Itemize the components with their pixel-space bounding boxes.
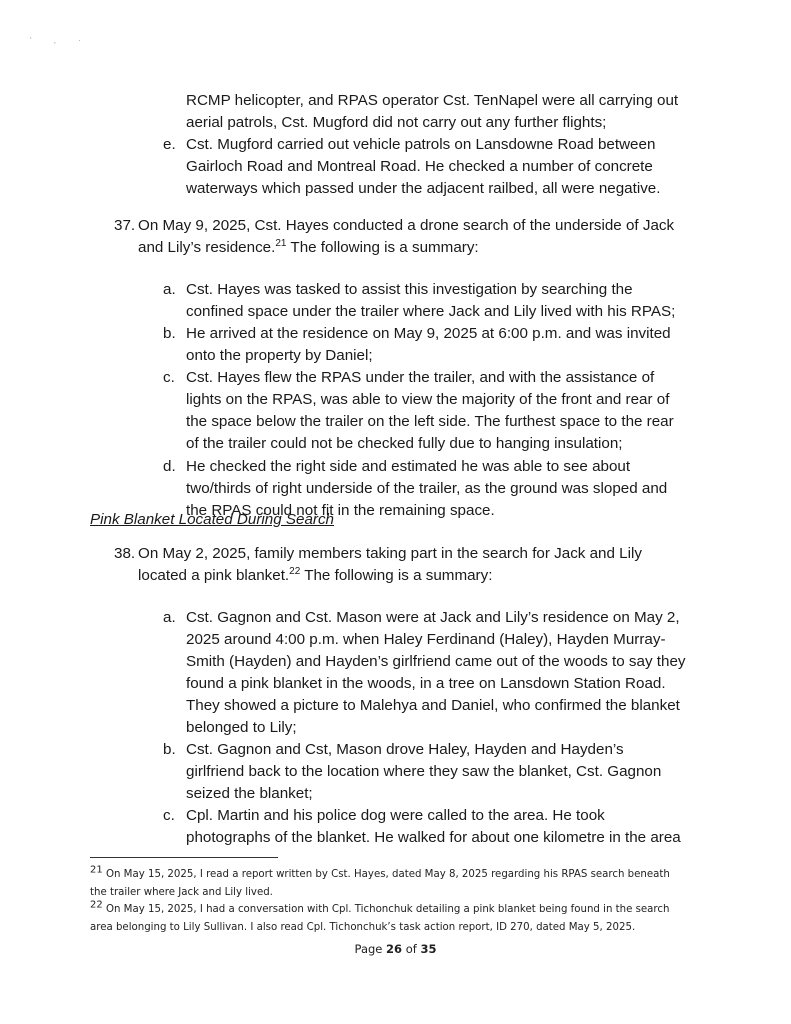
list-item-label: c. <box>163 807 175 824</box>
paragraph-text: and Lily’s residence. <box>138 239 276 256</box>
page-prefix: Page <box>354 942 387 956</box>
page-total: 35 <box>420 942 437 956</box>
footnote-22-cont: area belonging to Lily Sullivan. I also read Cpl. Tichonchuk’s task action report, ID 270, dated May 5, 2025. <box>90 921 636 933</box>
list-item-line: two/thirds of right underside of the trailer, as the ground was sloped and <box>186 480 668 497</box>
footnote-number: 21 <box>90 864 103 876</box>
footnote-text: On May 15, 2025, I read a report written by Cst. Hayes, dated May 8, 2025 regarding his RPAS search beneath <box>102 869 670 880</box>
paragraph-number: 38. <box>114 545 136 562</box>
list-item-label: e. <box>163 136 176 153</box>
list-item-line: Cst. Hayes was tasked to assist this investigation by searching the <box>186 281 633 298</box>
scan-marks: ' , · <box>30 36 91 45</box>
section-heading: Pink Blanket Located During Search <box>90 511 334 528</box>
list-item-line: 2025 around 4:00 p.m. when Haley Ferdinand (Haley), Hayden Murray- <box>186 631 666 648</box>
footnote-separator <box>90 857 278 858</box>
list-item-label: d. <box>163 458 176 475</box>
footnote-number: 22 <box>90 899 103 911</box>
paragraph-text: The following is a summary: <box>286 239 479 256</box>
paragraph-line <box>138 237 479 259</box>
list-item-line: of the trailer could not be checked fully due to hanging insulation; <box>186 435 623 452</box>
paragraph-line <box>138 565 492 587</box>
footnote-text: On May 15, 2025, I had a conversation with Cpl. Tichonchuk detailing a pink blanket being found in the search <box>102 904 670 915</box>
list-item-label: c. <box>163 369 175 386</box>
list-item-line: Cst. Gagnon and Cst, Mason drove Haley, Hayden and Hayden’s <box>186 741 624 758</box>
list-item-line: the space below the trailer on the left side. The furthest space to the rear <box>186 413 674 430</box>
list-item-line: lights on the RPAS, was able to view the majority of the front and rear of <box>186 391 670 408</box>
list-item-line: Smith (Hayden) and Hayden’s girlfriend came out of the woods to say they <box>186 653 686 670</box>
footnote-21 <box>90 866 700 884</box>
paragraph-line: On May 9, 2025, Cst. Hayes conducted a drone search of the underside of Jack <box>138 217 675 234</box>
list-item-line: Cst. Gagnon and Cst. Mason were at Jack and Lily’s residence on May 2, <box>186 609 680 626</box>
list-item-label: b. <box>163 741 176 758</box>
footnote-22 <box>90 901 700 919</box>
list-item-line: girlfriend back to the location where they saw the blanket, Cst. Gagnon <box>186 763 662 780</box>
footnotes <box>90 866 700 936</box>
list-item-line: He arrived at the residence on May 9, 2025 at 6:00 p.m. and was invited <box>186 325 671 342</box>
paragraph-text: The following is a summary: <box>300 567 493 584</box>
list-item-line: Cst. Mugford carried out vehicle patrols on Lansdowne Road between <box>186 136 656 153</box>
list-item-line: belonged to Lily; <box>186 719 297 736</box>
list-item-line: photographs of the blanket. He walked for about one kilometre in the area <box>186 829 681 846</box>
cont-line-1: RCMP helicopter, and RPAS operator Cst. TenNapel were all carrying out <box>186 92 679 109</box>
footnote-21-cont: the trailer where Jack and Lily lived. <box>90 886 273 898</box>
list-item-line: seized the blanket; <box>186 785 313 802</box>
list-item-label: a. <box>163 609 176 626</box>
list-item-line: confined space under the trailer where Jack and Lily lived with his RPAS; <box>186 303 676 320</box>
list-item-line: the RPAS could not fit in the remaining space. <box>186 502 495 519</box>
list-item-label: b. <box>163 325 176 342</box>
footnote-ref-21: 21 <box>275 237 287 249</box>
list-item-line: Gairloch Road and Montreal Road. He checked a number of concrete <box>186 158 653 175</box>
list-item-line: Cpl. Martin and his police dog were called to the area. He took <box>186 807 605 824</box>
paragraph-text: located a pink blanket. <box>138 567 290 584</box>
page-footer <box>0 942 791 956</box>
list-item-line: onto the property by Daniel; <box>186 347 373 364</box>
list-item-line: He checked the right side and estimated he was able to see about <box>186 458 631 475</box>
paragraph-line: On May 2, 2025, family members taking part in the search for Jack and Lily <box>138 545 642 562</box>
paragraph-number: 37. <box>114 217 136 234</box>
list-item-line: Cst. Hayes flew the RPAS under the trailer, and with the assistance of <box>186 369 655 386</box>
footnote-ref-22: 22 <box>289 565 301 577</box>
page-number: 26 <box>386 942 403 956</box>
list-item-line: found a pink blanket in the woods, in a tree on Lansdown Station Road. <box>186 675 666 692</box>
list-item-label: a. <box>163 281 176 298</box>
page-mid: of <box>402 942 421 956</box>
list-item-line: waterways which passed under the adjacent railbed, all were negative. <box>186 180 661 197</box>
list-item-line: They showed a picture to Malehya and Daniel, who confirmed the blanket <box>186 697 680 714</box>
cont-line-2: aerial patrols, Cst. Mugford did not carry out any further flights; <box>186 114 607 131</box>
